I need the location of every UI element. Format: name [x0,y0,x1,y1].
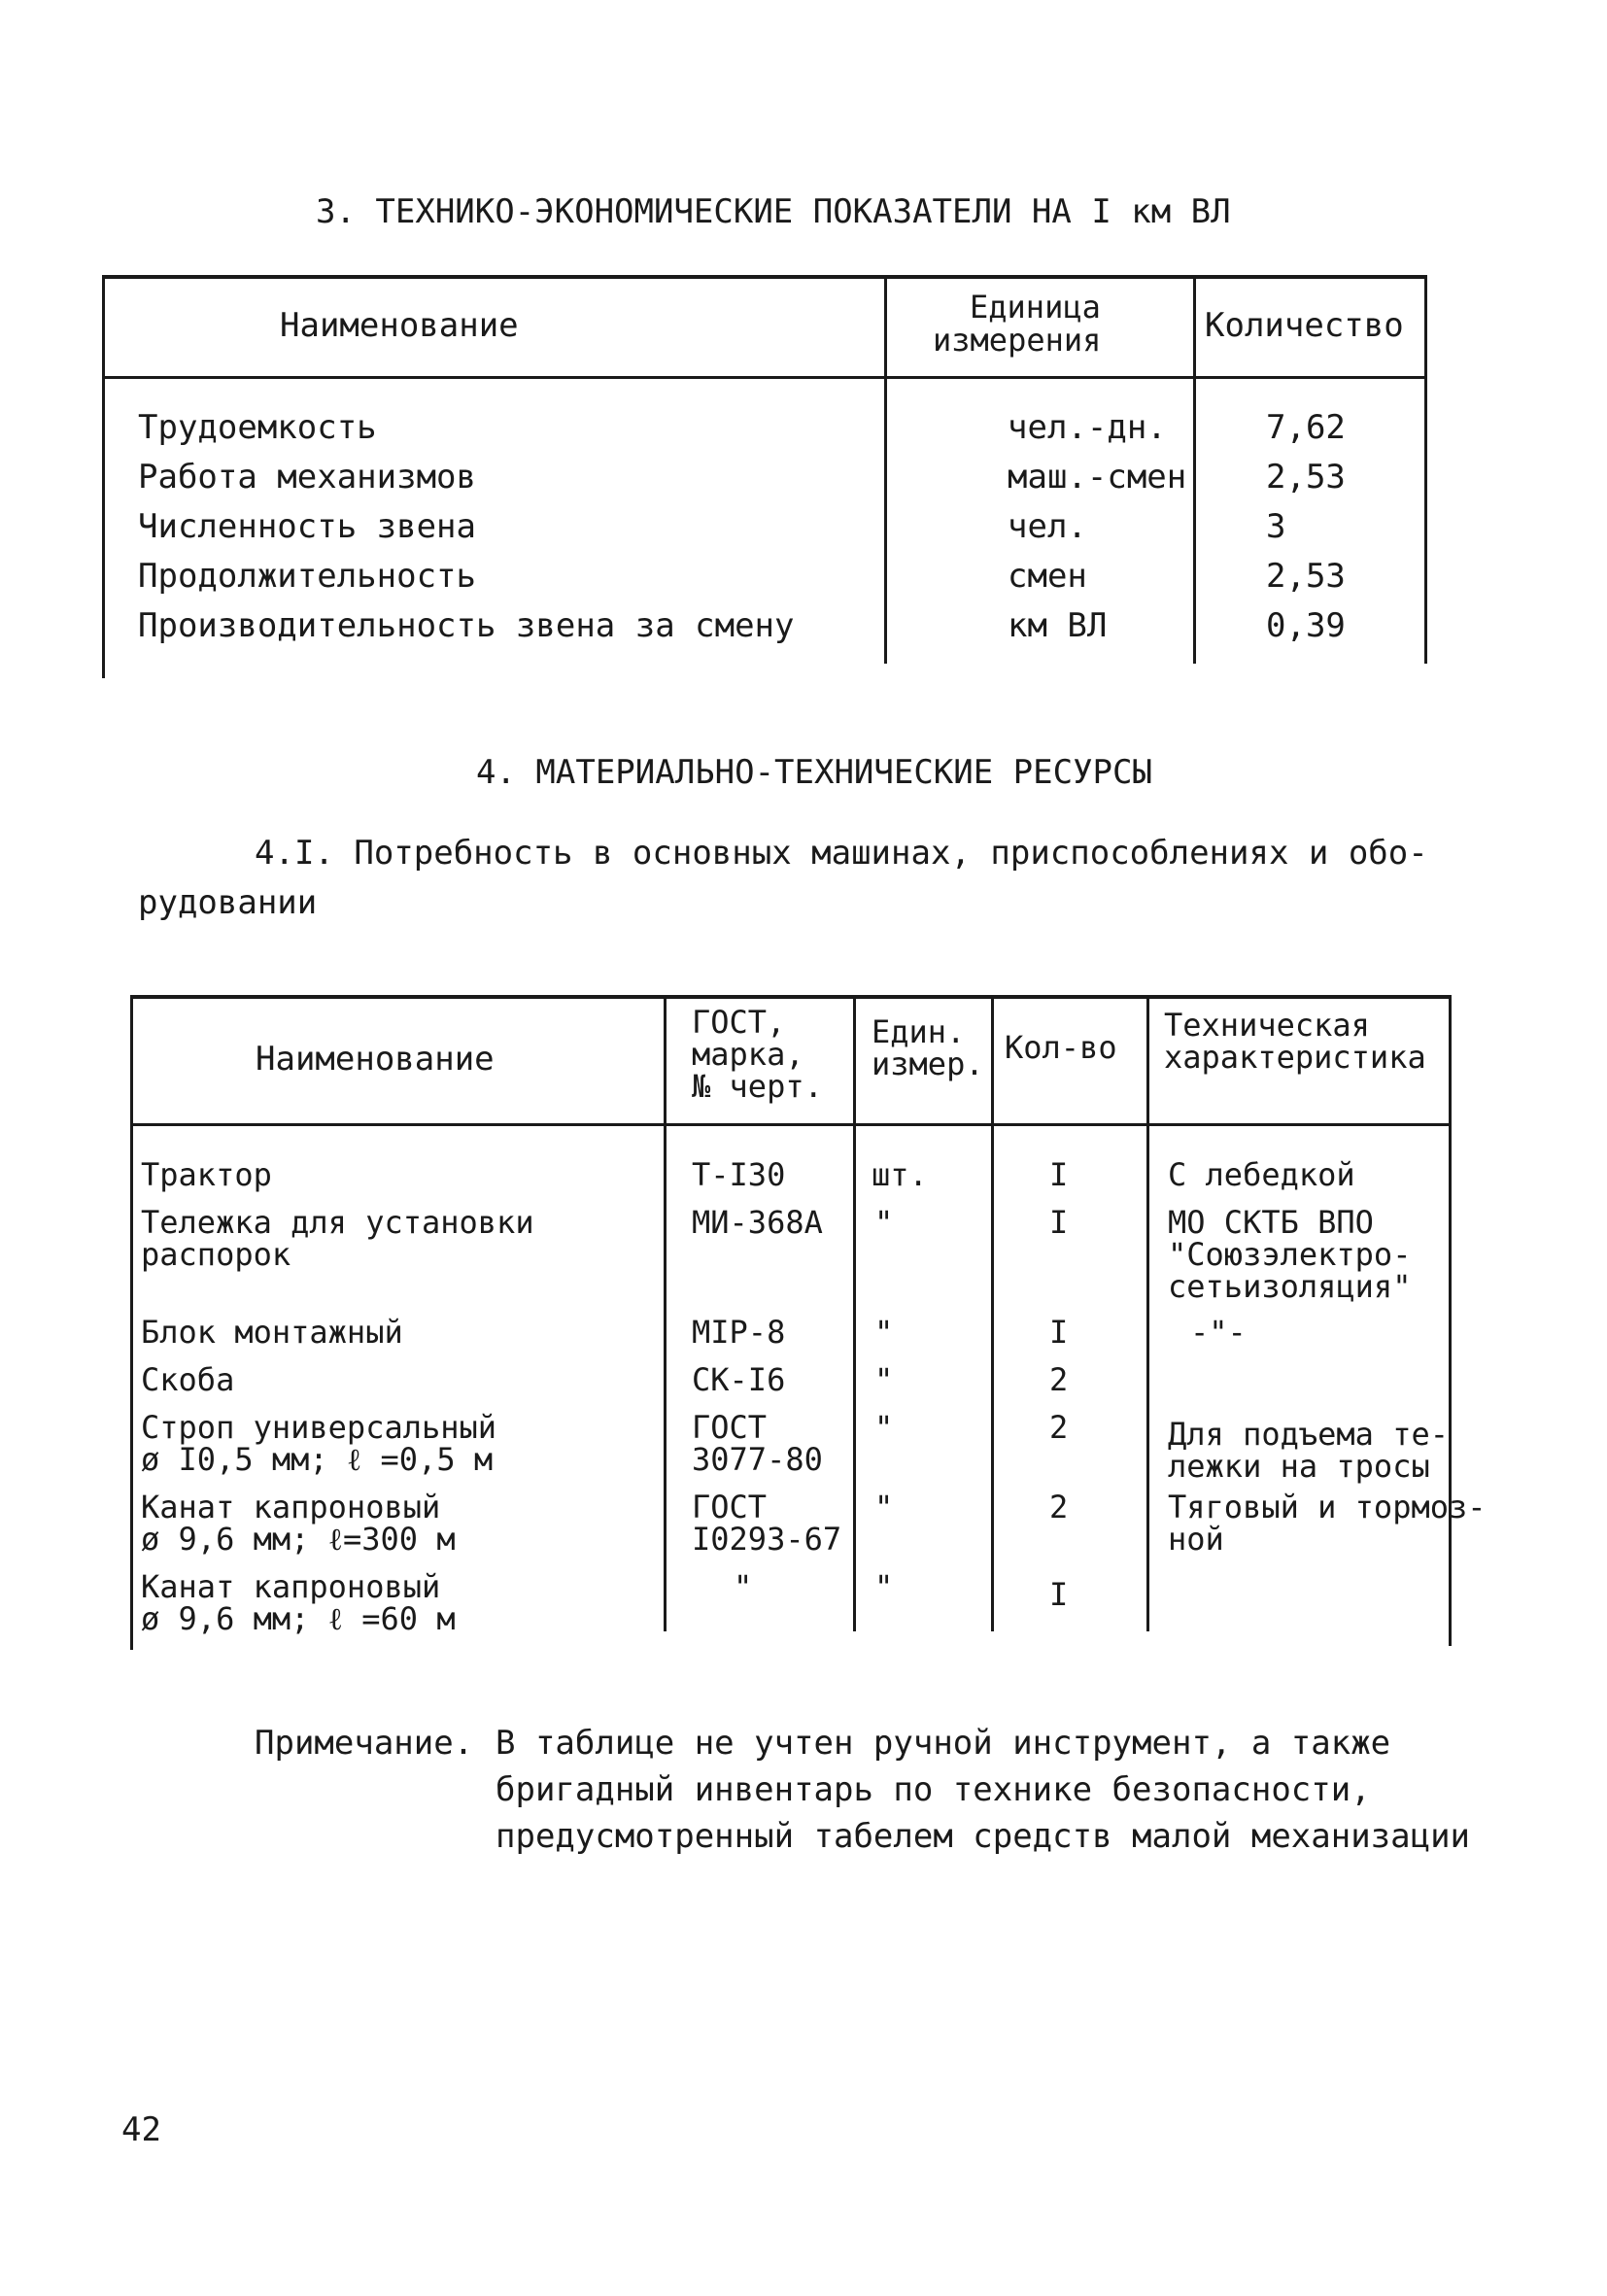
row-name: Канат капроновый [141,1489,441,1525]
row-unit: чел.-дн. [1008,408,1167,447]
section3-title: 3. ТЕХНИКО-ЭКОНОМИЧЕСКИЕ ПОКАЗАТЕЛИ НА I км ВЛ [316,192,1231,231]
header-gost-line2: марка, [692,1036,804,1073]
row-gost: " [734,1568,753,1605]
column-divider [664,995,667,1631]
table-left-border [130,995,133,1650]
header-tech-line1: Техническая [1164,1007,1370,1044]
page-number: 42 [121,2110,161,2149]
note-line1: В таблице не учтен ручной инструмент, а также [496,1724,1391,1763]
row-tech: -"- [1190,1314,1247,1351]
table-top-border [130,995,1452,999]
row-qty: 2 [1049,1489,1069,1525]
row-name: Трактор [141,1156,272,1193]
row-name: Трудоемкость [138,408,377,447]
section4-title: 4. МАТЕРИАЛЬНО-ТЕХНИЧЕСКИЕ РЕСУРСЫ [476,753,1152,792]
row-qty: 2,53 [1266,557,1346,596]
header-bottom-border [130,1123,1452,1126]
table-right-border [1424,275,1427,664]
row-gost: МИ-368А [692,1204,823,1241]
row-qty: 2,53 [1266,458,1346,497]
row-unit: шт. [872,1156,928,1193]
row-name-cont: ø 9,6 мм; ℓ =60 м [141,1600,456,1637]
table-left-border [102,275,105,678]
row-name: Канат капроновый [141,1568,441,1605]
row-unit: смен [1008,557,1087,596]
header-unit-line1: Един. [872,1013,966,1050]
row-qty: 7,62 [1266,408,1346,447]
note-label: Примечание. [255,1724,474,1763]
row-name: Работа механизмов [138,458,476,497]
row-tech: МО СКТБ ВПО [1168,1204,1374,1241]
row-qty: I [1049,1314,1069,1351]
note-line3: предусмотренный табелем средств малой механизации [496,1817,1471,1856]
table-top-border [102,275,1427,279]
row-tech-cont: лежки на тросы [1168,1448,1430,1485]
row-name-cont: ø 9,6 мм; ℓ=300 м [141,1521,456,1558]
row-unit: " [874,1361,894,1398]
row-gost-cont: 3077-80 [692,1441,823,1478]
row-qty: I [1049,1156,1069,1193]
header-qty: Кол-во [1005,1029,1117,1066]
subsection-line2: рудовании [138,883,318,922]
row-qty: 2 [1049,1361,1069,1398]
row-tech: Для подъема те- [1168,1416,1449,1453]
row-name: Продолжительность [138,557,476,596]
column-divider [853,995,856,1631]
column-divider [991,995,994,1631]
header-name: Наименование [256,1040,495,1079]
table-right-border [1449,995,1452,1646]
header-name: Наименование [280,306,519,345]
header-gost-line3: № черт. [692,1068,823,1105]
row-unit: чел. [1008,507,1087,546]
row-qty: 0,39 [1266,606,1346,645]
header-unit-line1: Единица [970,289,1101,326]
row-name-cont: ø I0,5 мм; ℓ =0,5 м [141,1441,494,1478]
row-name: Блок монтажный [141,1314,403,1351]
header-bottom-border [102,376,1427,379]
row-gost: ГОСТ [692,1489,768,1525]
row-gost-cont: I0293-67 [692,1521,842,1558]
row-unit: маш.-смен [1008,458,1187,497]
row-name: Численность звена [138,507,476,546]
note-line2: бригадный инвентарь по технике безопасности, [496,1770,1371,1809]
row-unit: " [874,1314,894,1351]
header-gost-line1: ГОСТ, [692,1004,786,1041]
row-unit: " [874,1204,894,1241]
row-name-cont: распорок [141,1236,291,1273]
row-qty: I [1049,1576,1069,1613]
row-unit: км ВЛ [1008,606,1108,645]
row-name: Тележка для установки [141,1204,534,1241]
row-name: Скоба [141,1361,235,1398]
row-name: Производительность звена за смену [138,606,795,645]
row-gost: СК-I6 [692,1361,786,1398]
row-tech: С лебедкой [1168,1156,1355,1193]
column-divider [884,275,887,664]
row-name: Строп универсальный [141,1409,497,1446]
row-unit: " [874,1489,894,1525]
header-unit-line2: измер. [872,1045,984,1082]
row-qty: I [1049,1204,1069,1241]
header-unit-line2: измерения [933,322,1102,359]
row-gost: МIР-8 [692,1314,786,1351]
row-tech-cont: ной [1168,1521,1224,1558]
row-qty: 3 [1266,507,1286,546]
row-gost: ГОСТ [692,1409,768,1446]
header-qty: Количество [1205,306,1404,345]
row-tech: Тяговый и тормоз- [1168,1489,1487,1525]
column-divider [1193,275,1196,664]
row-tech-cont: "Союзэлектро- [1168,1236,1412,1273]
row-tech-cont: сетьизоляция" [1168,1268,1412,1305]
row-unit: " [874,1568,894,1605]
header-tech-line2: характеристика [1164,1039,1426,1076]
row-qty: 2 [1049,1409,1069,1446]
subsection-line1: 4.I. Потребность в основных машинах, приспособлениях и обо- [255,834,1428,873]
column-divider [1146,995,1149,1631]
row-unit: " [874,1409,894,1446]
row-gost: Т-I30 [692,1156,786,1193]
